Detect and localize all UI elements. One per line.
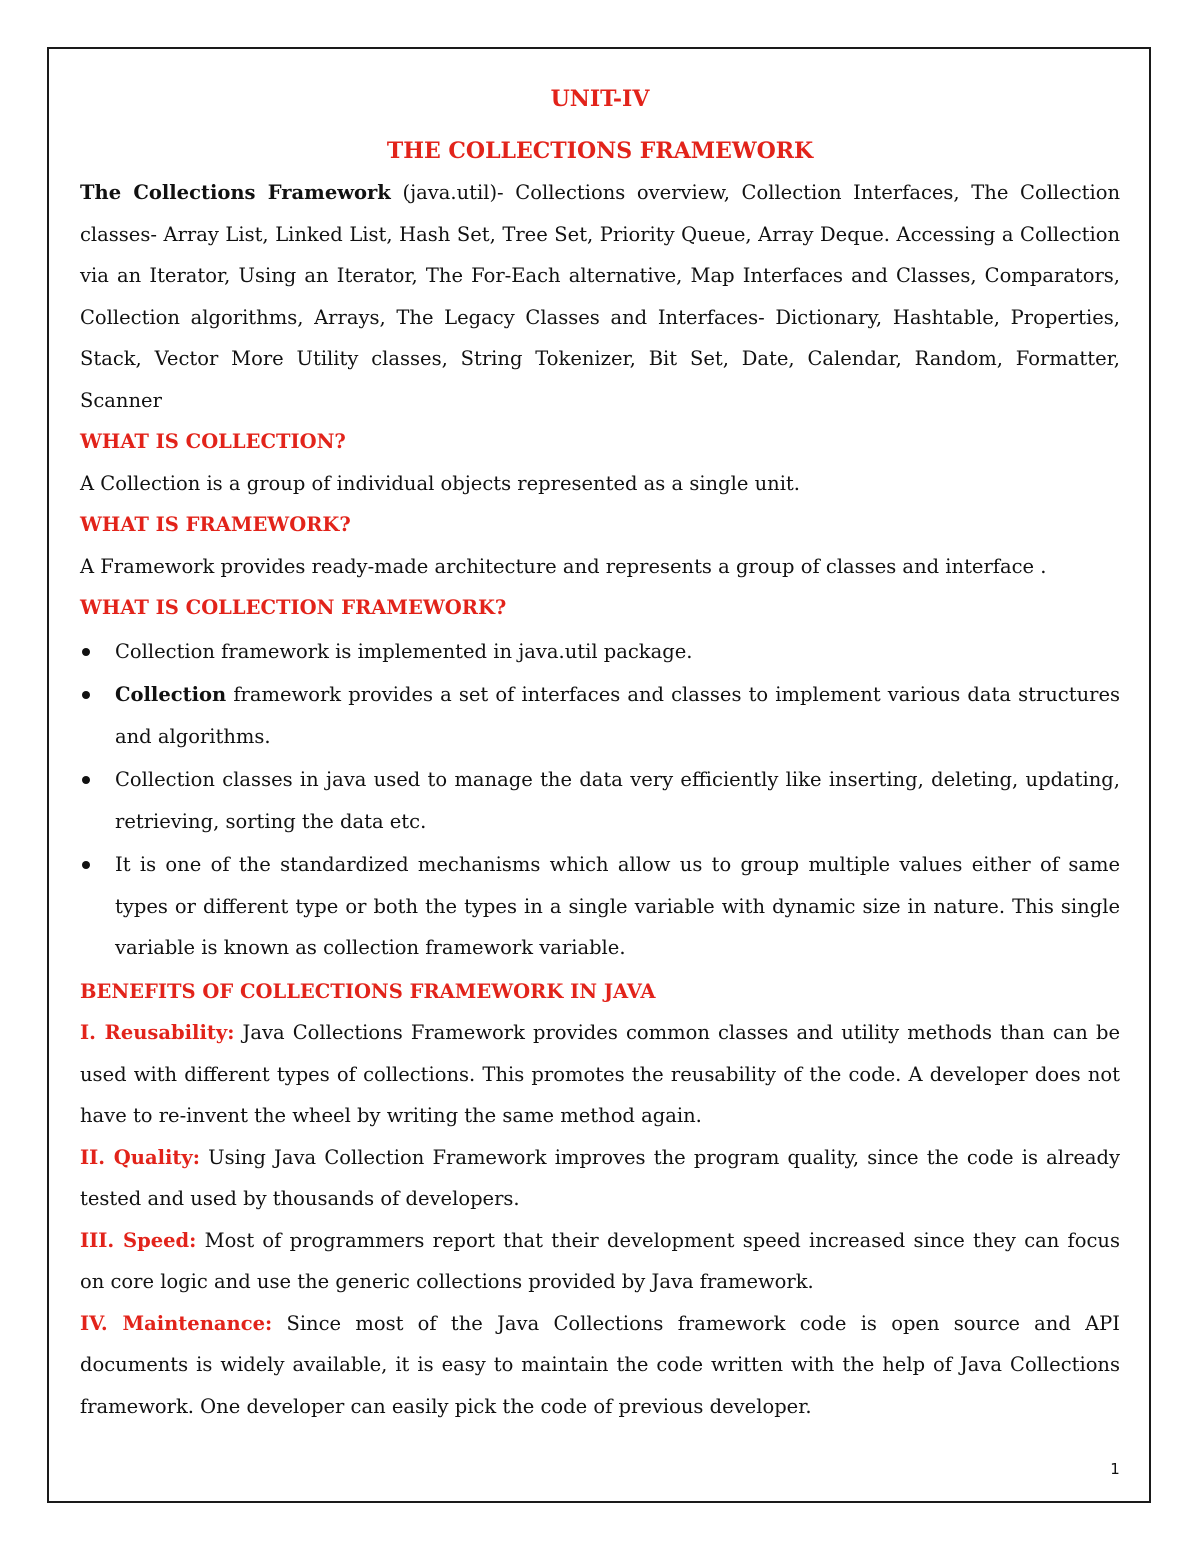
benefit-label: II. Quality: <box>80 1145 200 1169</box>
collection-definition: A Collection is a group of individual objects represented as a single unit. <box>80 471 800 495</box>
heading-benefits: BENEFITS OF COLLECTIONS FRAMEWORK IN JAVA <box>80 979 656 1003</box>
bullet-lead: Collection <box>115 683 227 706</box>
benefit-item <box>80 1220 1120 1303</box>
benefit-text: Java Collections Framework provides common classes and utility methods than can be used with different types of collections. This promotes the reusability of the code. A developer does not have to re-invent the wheel by writing the same method again. <box>80 1021 1121 1127</box>
bullet-text: framework provides a set of interfaces and classes to implement various data structures and algorithms. <box>115 683 1120 748</box>
benefit-item <box>80 1303 1120 1428</box>
benefit-item <box>80 1012 1120 1137</box>
heading-what-is-framework: WHAT IS FRAMEWORK? <box>80 513 351 536</box>
bullet-icon <box>82 648 90 656</box>
benefit-label: IV. Maintenance: <box>80 1311 273 1335</box>
bullet-text: It is one of the standardized mechanisms which allow us to group multiple values either of same types or different type or both the types in a single variable with dynamic size in nature. This single variable is known as collection framework variable. <box>115 853 1120 959</box>
list-item <box>80 631 1120 673</box>
bullet-text: Collection framework is implemented in java.util package. <box>115 639 693 663</box>
list-item <box>80 759 1120 842</box>
benefit-label: III. Speed: <box>80 1228 197 1252</box>
document-title: THE COLLECTIONS FRAMEWORK <box>386 138 814 164</box>
benefit-text: Most of programmers report that their development speed increased since they can focus on core logic and use the generic collections provided by Java framework. <box>80 1228 1120 1293</box>
bullet-icon <box>82 776 90 784</box>
bullet-icon <box>82 691 90 699</box>
heading-what-is-collection-framework: WHAT IS COLLECTION FRAMEWORK? <box>80 596 507 619</box>
bullet-text: Collection classes in java used to manage the data very efficiently like inserting, deleting, updating, retrieving, sorting the data etc. <box>115 768 1120 833</box>
collection-framework-list <box>80 631 1120 969</box>
framework-definition: A Framework provides ready-made architecture and represents a group of classes and interface . <box>80 554 1047 578</box>
intro-text: (java.util)- Collections overview, Collection Interfaces, The Collection classes- Array List, Linked List, Hash Set, Tree Set, Priority Queue, Array Deque. Accessing a Collection via an Iterator, Using an Iterator, The For-Each alternative, Map Interfaces and Classes, Comparators, Collection algorithms, Arrays, The Legacy Classes and Interfaces- Dictionary, Hashtable, Properties, Stack, Vector More Utility classes, String Tokenizer, Bit Set, Date, Calendar, Random, Formatter, Scanner <box>80 181 1121 412</box>
page-number: 1 <box>1110 1460 1120 1478</box>
benefit-item <box>80 1137 1120 1220</box>
benefit-label: I. Reusability: <box>80 1021 235 1044</box>
heading-what-is-collection: WHAT IS COLLECTION? <box>80 430 346 453</box>
list-item <box>80 674 1120 757</box>
intro-lead: The Collections Framework <box>80 181 391 204</box>
unit-title: UNIT-IV <box>550 86 650 112</box>
list-item <box>80 844 1120 969</box>
benefit-text: Since most of the Java Collections framework code is open source and API documents is widely available, it is easy to maintain the code written with the help of Java Collections framework. One developer can easily pick the code of previous developer. <box>80 1311 1120 1418</box>
benefit-text: Using Java Collection Framework improves the program quality, since the code is already tested and used by thousands of developers. <box>80 1145 1120 1210</box>
intro-paragraph <box>80 172 1120 421</box>
bullet-icon <box>82 861 90 869</box>
document-body <box>80 78 1120 1427</box>
